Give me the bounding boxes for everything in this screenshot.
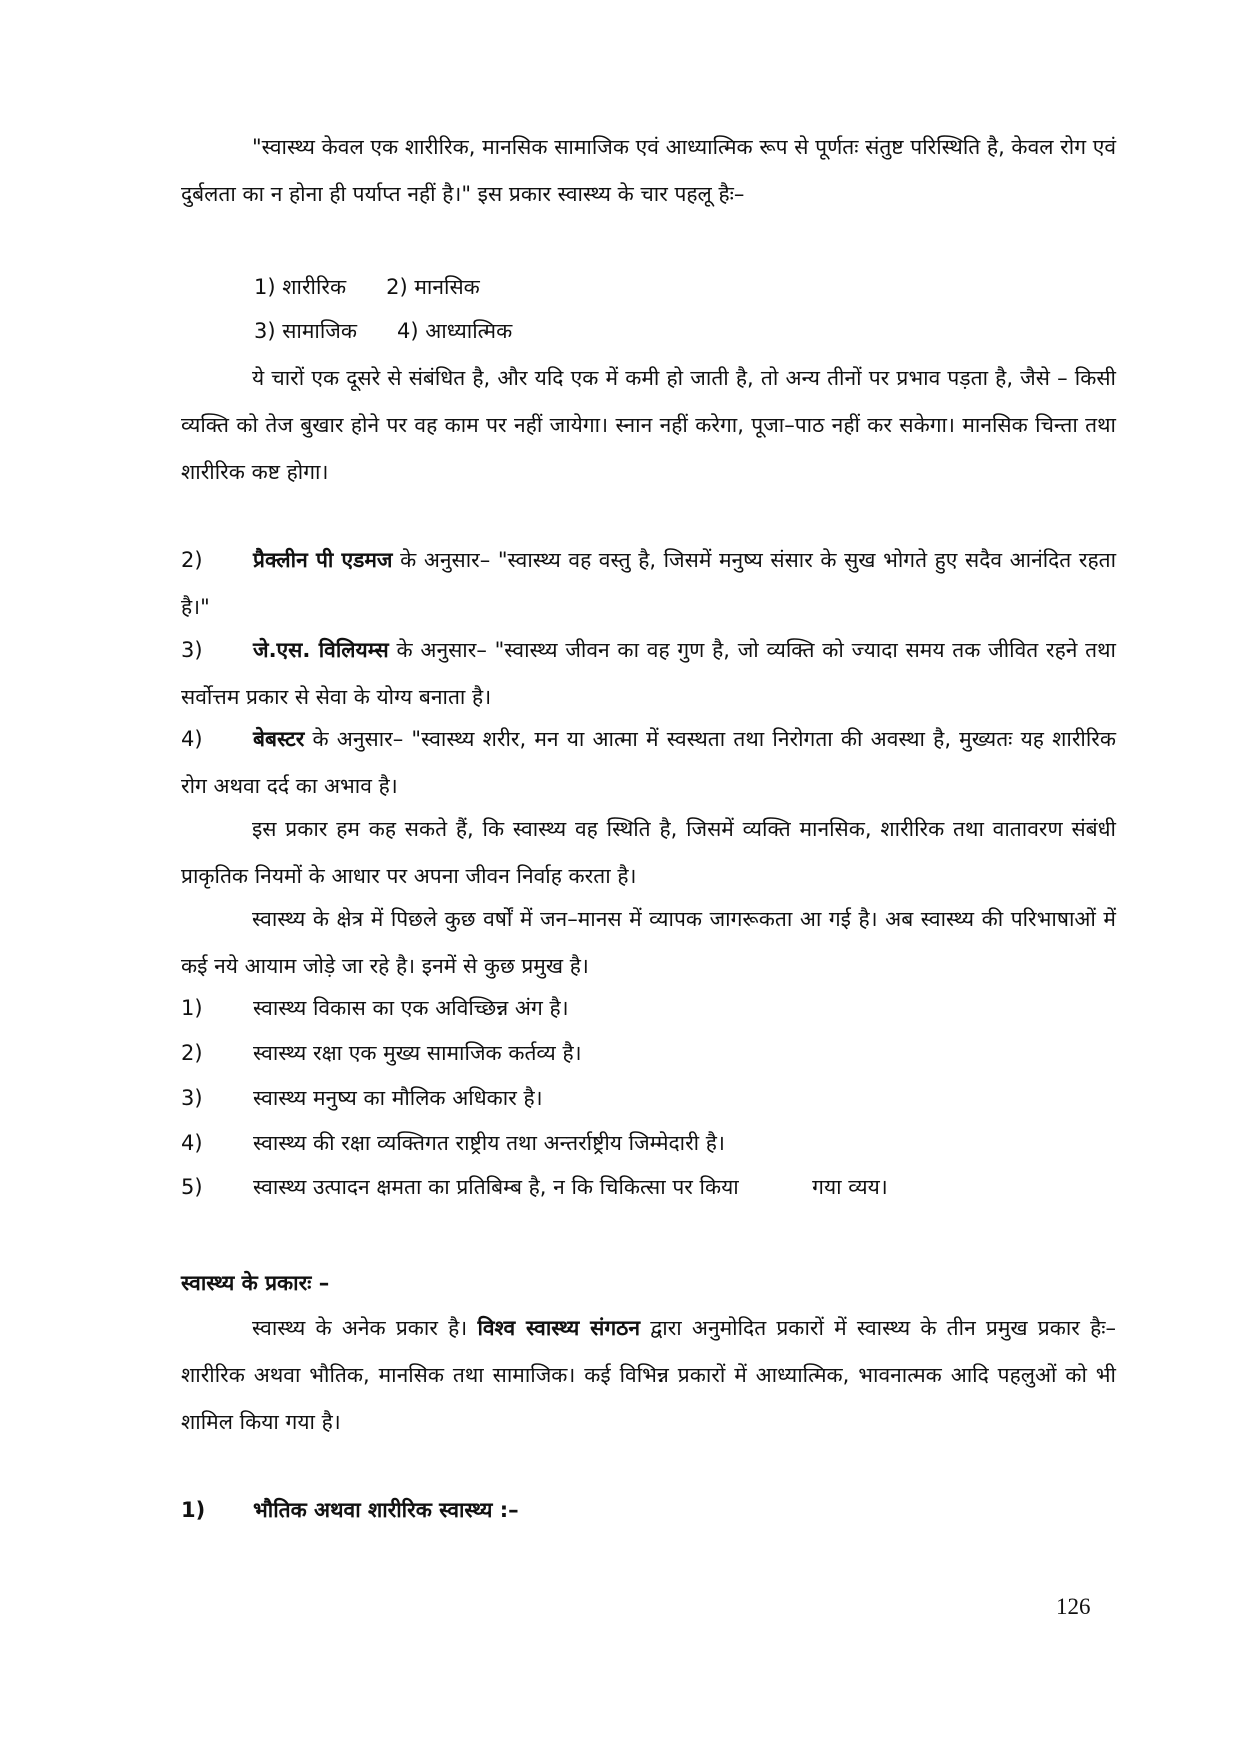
definition-number: 4) xyxy=(181,727,203,751)
definition-author: जे.एस. विलियम्स xyxy=(253,638,389,662)
list-item: 5) स्वास्थ्य उत्पादन क्षमता का प्रतिबिम्ब है, न कि चिकित्सा पर किया गया व्यय। xyxy=(181,1175,888,1199)
definition-number: 2) xyxy=(181,548,203,572)
types-paragraph: स्वास्थ्य के अनेक प्रकार है। विश्व स्वास्थ्य संगठन द्वारा अनुमोदित प्रकारों में स्वास्थ्य के तीन प्रमुख प्रकार हैः– शारीरिक अथवा भौतिक, मानसिक तथा सामाजिक। कई विभिन्न प्रकारों में आध्यात्मिक, भावनात्मक आदि पहलुओं को भी शामिल किया गया है। xyxy=(181,1316,1116,1434)
who-name: विश्व स्वास्थ्य संगठन xyxy=(477,1316,640,1340)
interrelation-paragraph: ये चारों एक दूसरे से संबंधित है, और यदि एक में कमी हो जाती है, तो अन्य तीनों पर प्रभाव पड़ता है, जैसे – किसी व्यक्ति को तेज बुखार होने पर वह काम पर नहीं जायेगा। स्नान नहीं करेगा, पूजा–पाठ नहीं कर सकेगा। मानसिक चिन्ता तथा शारीरिक कष्ट होगा। xyxy=(181,366,1116,484)
summary-paragraph: इस प्रकार हम कह सकते हैं, कि स्वास्थ्य वह स्थिति है, जिसमें व्यक्ति मानसिक, शारीरिक तथा वातावरण संबंधी प्राकृतिक नियमों के आधार पर अपना जीवन निर्वाह करता है। xyxy=(181,817,1116,888)
aspect-physical: 1) शारीरिक xyxy=(254,275,347,299)
aspects-row-1 xyxy=(254,264,480,311)
subsection-heading: 1) भौतिक अथवा शारीरिक स्वास्थ्य :– xyxy=(181,1498,519,1522)
definition-author: बेबस्टर xyxy=(253,727,305,751)
definition-text: के अनुसार– "स्वास्थ्य शरीर, मन या आत्मा में स्वस्थता तथा निरोगता की अवस्था है, मुख्यतः यह शारीरिक रोग अथवा दर्द का अभाव है। xyxy=(181,727,1116,798)
aspect-social: 3) सामाजिक xyxy=(254,319,358,343)
definition-number: 3) xyxy=(181,638,203,662)
section-heading: स्वास्थ्य के प्रकारः – xyxy=(181,1271,330,1295)
definition-text: के अनुसार– "स्वास्थ्य वह वस्तु है, जिसमें मनुष्य संसार के सुख भोगते हुए सदैव आनंदित रहता है।" xyxy=(181,548,1117,619)
definition-author: प्रैक्लीन पी एडमज xyxy=(253,548,393,572)
aspect-spiritual: 4) आध्यात्मिक xyxy=(397,319,513,343)
aspects-row-2 xyxy=(254,308,512,355)
list-item: 1) स्वास्थ्य विकास का एक अविच्छिन्न अंग है। xyxy=(181,996,569,1020)
awareness-paragraph: स्वास्थ्य के क्षेत्र में पिछले कुछ वर्षों में जन–मानस में व्यापक जागरूकता आ गई है। अब स्वास्थ्य की परिभाषाओं में कई नये आयाम जोड़े जा रहे है। इनमें से कुछ प्रमुख है। xyxy=(181,907,1116,978)
definition-2 xyxy=(181,537,1116,631)
definition-text: के अनुसार– "स्वास्थ्य जीवन का वह गुण है, जो व्यक्ति को ज्यादा समय तक जीवित रहने तथा सर्वोत्तम प्रकार से सेवा के योग्य बनाता है। xyxy=(181,638,1116,709)
list-item: 4) स्वास्थ्य की रक्षा व्यक्तिगत राष्ट्रीय तथा अन्तर्राष्ट्रीय जिम्मेदारी है। xyxy=(181,1131,725,1155)
page-number: 126 xyxy=(1056,1594,1091,1619)
list-item: 3) स्वास्थ्य मनुष्य का मौलिक अधिकार है। xyxy=(181,1086,543,1110)
list-item: 2) स्वास्थ्य रक्षा एक मुख्य सामाजिक कर्तव्य है। xyxy=(181,1041,582,1065)
definition-3 xyxy=(181,627,1116,721)
intro-paragraph: "स्वास्थ्य केवल एक शारीरिक, मानसिक सामाजिक एवं आध्यात्मिक रूप से पूर्णतः संतुष्ट परिस्थिति है, केवल रोग एवं दुर्बलता का न होना ही पर्याप्त नहीं है।" इस प्रकार स्वास्थ्य के चार पहलू हैः– xyxy=(181,135,1116,206)
aspect-mental: 2) मानसिक xyxy=(386,275,480,299)
definition-4 xyxy=(181,716,1116,810)
